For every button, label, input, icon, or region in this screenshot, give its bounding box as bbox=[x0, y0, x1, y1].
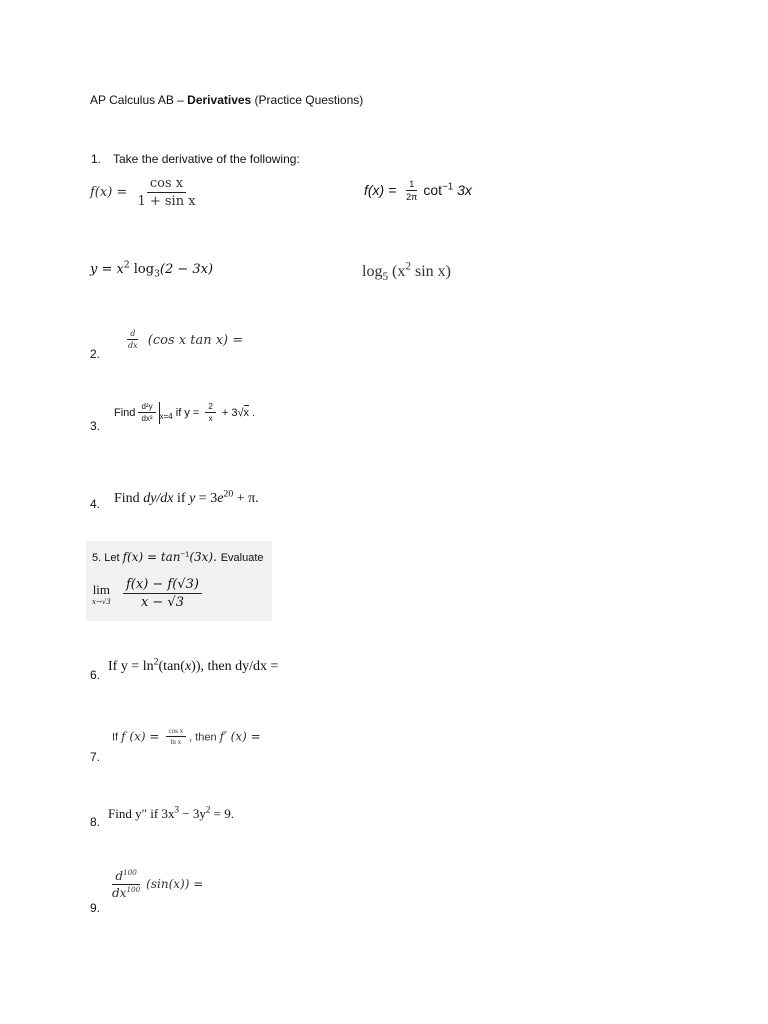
q6-expression bbox=[108, 656, 279, 675]
q3-denominator: dx² bbox=[141, 414, 153, 423]
q7-numerator: cos x bbox=[166, 728, 187, 737]
q3-root: x bbox=[243, 406, 250, 419]
q5-lim: lim bbox=[92, 581, 111, 597]
q4-y: y bbox=[189, 491, 196, 506]
q6-text3: )), then dy/dx = bbox=[191, 659, 279, 674]
q5-denominator: x − √3 bbox=[140, 594, 184, 610]
q7-if: If bbox=[112, 731, 122, 744]
q1b-exp: −1 bbox=[442, 181, 454, 193]
q8-exp2: 2 bbox=[205, 804, 211, 815]
page-title bbox=[90, 93, 363, 107]
q3-find: Find bbox=[114, 406, 136, 419]
q7-fx: f (x) = bbox=[121, 729, 160, 744]
q9-den-dx: dx bbox=[112, 885, 127, 900]
q4-e: e bbox=[217, 491, 224, 506]
q8-exp1: 3 bbox=[174, 804, 179, 815]
q1a-denominator: 1 + sin x bbox=[137, 193, 196, 209]
q3-numerator: d²y bbox=[138, 403, 155, 413]
q1d-log: log bbox=[362, 263, 383, 280]
question-8-number: 8. bbox=[90, 815, 101, 829]
q1b-numerator: 1 bbox=[406, 180, 417, 191]
q3-frac-den: x bbox=[208, 414, 213, 423]
q6-exp: 2 bbox=[153, 656, 159, 668]
q9-num-d: d bbox=[115, 869, 124, 883]
q1a-lhs: f(x) = bbox=[90, 185, 128, 201]
q1a-fraction bbox=[134, 177, 198, 208]
q6-text1: If y = ln bbox=[108, 659, 154, 674]
q5-limit bbox=[92, 578, 205, 609]
title-prefix: AP Calculus AB – bbox=[90, 93, 188, 107]
title-bold: Derivatives bbox=[187, 93, 252, 107]
q1d-expression bbox=[362, 260, 451, 284]
q8-text2: − 3y bbox=[179, 806, 206, 821]
q8-text3: = 9. bbox=[210, 806, 234, 821]
q1b-cot: cot bbox=[423, 182, 443, 199]
question-6-number: 6. bbox=[90, 668, 101, 682]
q9-derivative-operator bbox=[109, 870, 143, 899]
q4-find: Find bbox=[114, 491, 144, 506]
question-9-number: 9. bbox=[90, 901, 101, 915]
q4-exp: 20 bbox=[223, 488, 234, 500]
q5-lim-operator bbox=[92, 582, 111, 606]
q2-body: (cos x tan x) = bbox=[147, 332, 244, 348]
q7-fpx: f′ (x) = bbox=[219, 729, 261, 744]
question-4-number: 4. bbox=[90, 497, 101, 511]
q3-end: . bbox=[249, 406, 256, 419]
q9-body: (sin(x)) = bbox=[146, 877, 204, 892]
q6-text2: (tan( bbox=[158, 659, 185, 674]
q1c-exp: 2 bbox=[123, 260, 130, 271]
q5-let: 5. Let bbox=[92, 552, 123, 564]
q5-numerator: f(x) − f(√3) bbox=[123, 578, 202, 594]
q3-if-y: if y = bbox=[175, 406, 200, 419]
q5-statement bbox=[92, 550, 264, 564]
q1d-rest: sin x) bbox=[410, 263, 451, 280]
q9-denominator bbox=[109, 885, 143, 900]
q9-numerator bbox=[112, 870, 139, 885]
q9-num-exp: 100 bbox=[123, 868, 137, 877]
question-7-number: 7. bbox=[90, 750, 101, 764]
q9-expression bbox=[106, 870, 203, 899]
q3-fraction bbox=[205, 403, 215, 424]
q7-expression bbox=[112, 728, 261, 747]
q5-arg: (3x). bbox=[189, 550, 221, 564]
q4-end: + π. bbox=[233, 491, 259, 506]
q1b-lhs: f(x) = bbox=[364, 182, 397, 199]
q5-lim-sub: x→√3 bbox=[92, 597, 111, 606]
q2-derivative-operator bbox=[125, 330, 141, 351]
q3-second-derivative bbox=[138, 403, 155, 424]
q7-then: , then bbox=[189, 731, 220, 744]
q5-fx: f(x) = tan bbox=[122, 550, 181, 564]
q3-plus: + 3 bbox=[218, 406, 238, 419]
q8-expression bbox=[108, 806, 234, 822]
q1b-expression bbox=[364, 180, 472, 203]
q1c-lhs: y = x bbox=[90, 262, 124, 277]
q1a-expression bbox=[90, 177, 202, 208]
q5-fraction bbox=[123, 578, 202, 609]
q1a-numerator: cos x bbox=[147, 177, 186, 193]
question-1-number: 1. bbox=[91, 152, 102, 166]
question-3-number: 3. bbox=[90, 419, 101, 433]
q2-numerator: d bbox=[127, 330, 138, 340]
q3-frac-num: 2 bbox=[205, 403, 215, 413]
question-1-instruction: Take the derivative of the following: bbox=[113, 152, 300, 166]
q1d-arg: (x bbox=[388, 263, 406, 280]
q1d-exp: 2 bbox=[405, 260, 411, 273]
q8-text1: Find y″ if 3x bbox=[108, 806, 175, 821]
q7-fraction bbox=[166, 728, 187, 747]
question-2-number: 2. bbox=[90, 347, 101, 361]
q1b-fraction bbox=[403, 180, 420, 203]
q1b-arg: 3x bbox=[453, 182, 472, 199]
title-suffix: (Practice Questions) bbox=[251, 93, 364, 107]
q3-eval-point: x=4 bbox=[159, 412, 173, 422]
q1c-arg: (2 − 3x) bbox=[159, 262, 214, 277]
q1d-base: 5 bbox=[382, 271, 389, 284]
q7-denominator: ln x bbox=[170, 738, 182, 747]
q6-x: x bbox=[184, 659, 192, 674]
q9-den-exp: 100 bbox=[126, 884, 141, 894]
q4-if: if bbox=[173, 491, 190, 506]
q2-expression bbox=[122, 330, 243, 351]
q1c-base: 3 bbox=[154, 269, 160, 280]
q1b-denominator: 2π bbox=[406, 192, 418, 203]
q4-expression bbox=[114, 488, 259, 507]
q4-dydx: dy/dx bbox=[143, 491, 174, 506]
q2-denominator: dx bbox=[128, 341, 138, 351]
q5-exp: −1 bbox=[180, 549, 190, 559]
q4-eq: = 3 bbox=[195, 491, 218, 506]
q1c-expression bbox=[90, 260, 214, 280]
q5-evaluate: Evaluate bbox=[220, 552, 264, 564]
q1c-log: log bbox=[129, 262, 155, 277]
q3-expression: Find $\frac{\text{d²y}}{\text{dx²}}$ $_{x=4}$ if y = $\frac{2}{x}$ + 3√x . bbox=[114, 401, 256, 423]
